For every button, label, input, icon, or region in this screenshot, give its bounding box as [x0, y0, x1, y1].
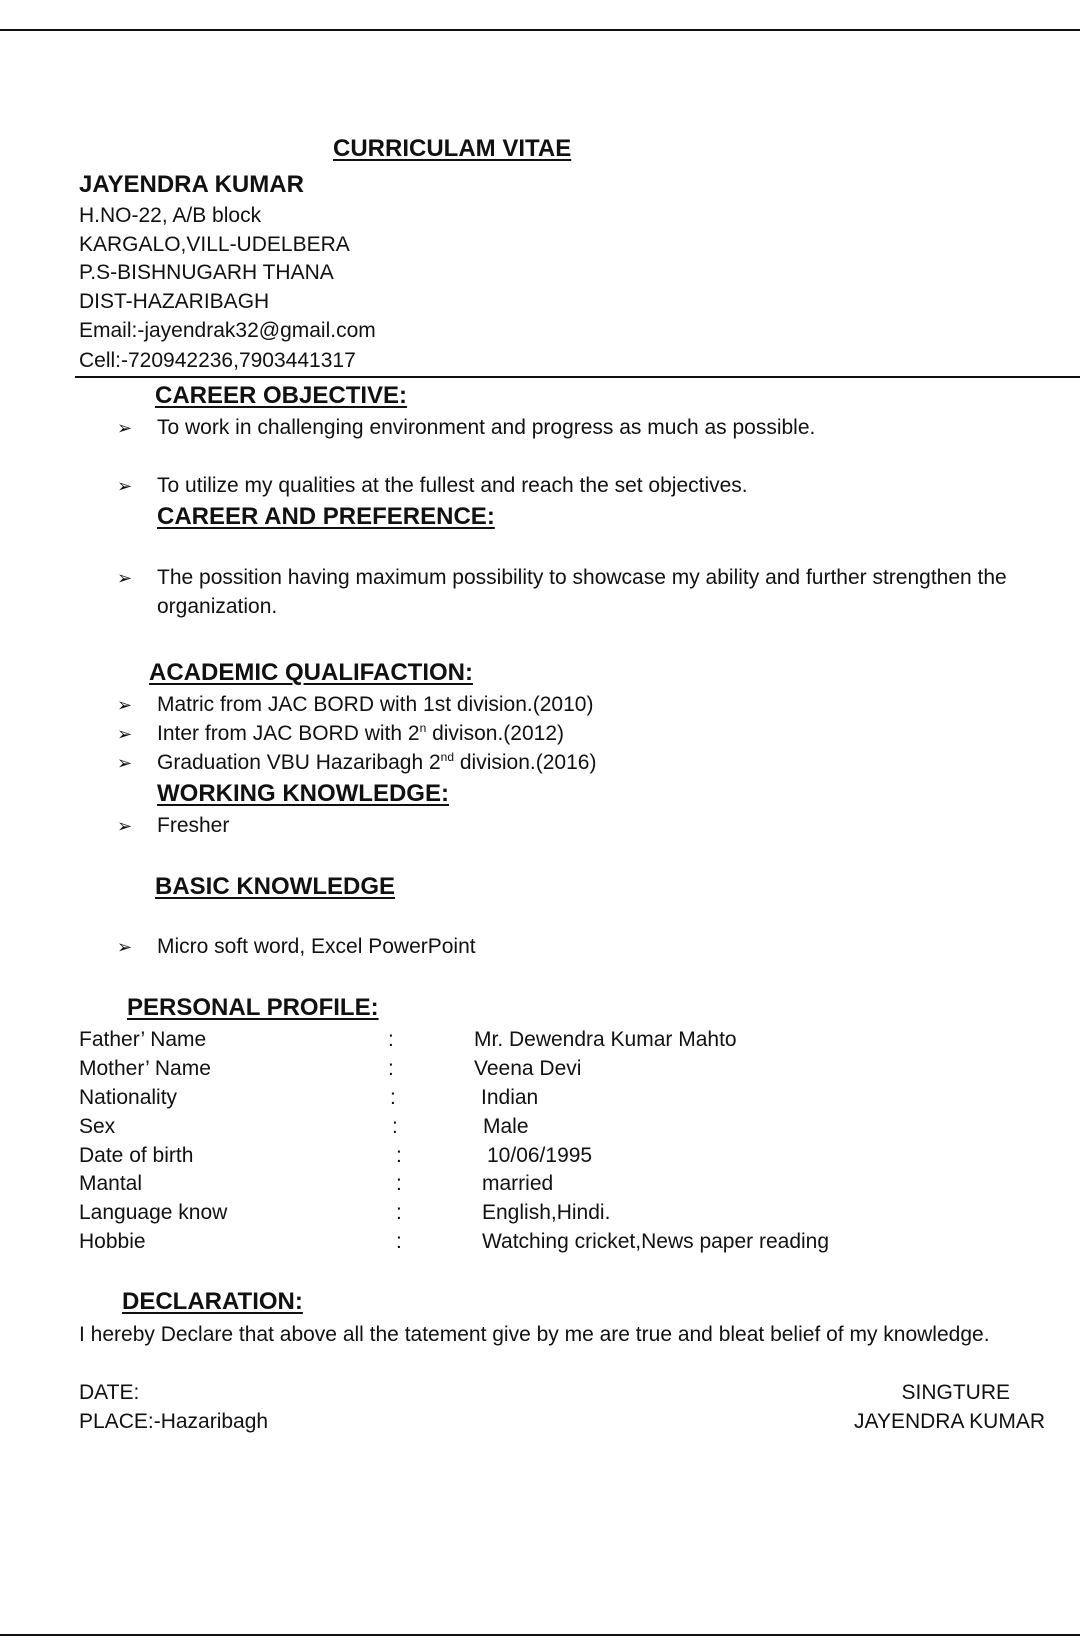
top-border-line	[0, 29, 1080, 31]
place-label: PLACE:-Hazaribagh	[79, 1410, 269, 1433]
address-line-2: KARGALO,VILL-UDELBERA	[79, 233, 350, 256]
basic-knowledge-item: Micro soft word, Excel PowerPoint	[157, 935, 476, 958]
declaration-heading: DECLARATION:	[122, 1288, 303, 1315]
bullet-arrow-icon: ➢	[117, 753, 133, 773]
bullet-arrow-icon: ➢	[117, 568, 133, 588]
profile-value: married	[482, 1172, 554, 1195]
profile-value: Veena Devi	[474, 1057, 582, 1080]
signature-label: SINGTURE	[901, 1381, 1010, 1404]
profile-separator: :	[396, 1201, 402, 1224]
profile-label: Father’ Name	[79, 1028, 207, 1051]
bottom-border-line	[0, 1634, 1080, 1636]
working-knowledge-item: Fresher	[157, 814, 230, 837]
bullet-arrow-icon: ➢	[117, 937, 133, 957]
profile-value: Male	[483, 1115, 529, 1138]
email-line: Email:-jayendrak32@gmail.com	[79, 319, 376, 342]
profile-value: 10/06/1995	[487, 1144, 593, 1167]
declaration-text: I hereby Declare that above all the tatement give by me are true and bleat belief of my knowledge.	[79, 1323, 990, 1346]
profile-value: Indian	[481, 1086, 539, 1109]
bullet-arrow-icon: ➢	[117, 724, 133, 744]
academic-heading: ACADEMIC QUALIFACTION:	[149, 659, 473, 686]
address-line-1: H.NO-22, A/B block	[79, 204, 262, 227]
address-line-3: P.S-BISHNUGARH THANA	[79, 261, 334, 284]
profile-separator: :	[396, 1230, 402, 1253]
profile-label: Mantal	[79, 1172, 143, 1195]
career-objective-item: To work in challenging environment and progress as much as possible.	[157, 416, 816, 439]
profile-separator: :	[390, 1086, 396, 1109]
profile-separator: :	[396, 1172, 402, 1195]
profile-separator: :	[388, 1057, 394, 1080]
career-objective-item: To utilize my qualities at the fullest and reach the set objectives.	[157, 474, 748, 497]
profile-label: Mother’ Name	[79, 1057, 211, 1080]
signature-name: JAYENDRA KUMAR	[854, 1410, 1045, 1433]
bullet-arrow-icon: ➢	[117, 476, 133, 496]
profile-value: Mr. Dewendra Kumar Mahto	[474, 1028, 737, 1051]
career-objective-heading: CAREER OBJECTIVE:	[155, 382, 408, 409]
profile-value: English,Hindi.	[482, 1201, 611, 1224]
document-title: CURRICULAM VITAE	[333, 135, 572, 162]
academic-item-inter: Inter from JAC BORD with 2$^n$ divison.(2012)	[157, 721, 564, 745]
working-knowledge-heading: WORKING KNOWLEDGE:	[157, 780, 449, 807]
cell-line: Cell:-720942236,7903441317	[79, 349, 356, 372]
profile-label: Language know	[79, 1201, 228, 1224]
academic-item-matric: Matric from JAC BORD with 1st division.(2010)	[157, 693, 594, 716]
academic-item-graduation: Graduation VBU Hazaribagh 2nd division.(2016)	[157, 750, 597, 774]
profile-separator: :	[388, 1028, 394, 1051]
applicant-name: JAYENDRA KUMAR	[79, 171, 304, 198]
personal-profile-heading: PERSONAL PROFILE:	[127, 994, 379, 1021]
profile-label: Sex	[79, 1115, 116, 1138]
profile-label: Date of birth	[79, 1144, 194, 1167]
bullet-arrow-icon: ➢	[117, 418, 133, 438]
profile-separator: :	[392, 1115, 398, 1138]
profile-label: Hobbie	[79, 1230, 146, 1253]
profile-label: Nationality	[79, 1086, 178, 1109]
basic-knowledge-heading: BASIC KNOWLEDGE	[155, 873, 395, 900]
date-label: DATE:	[79, 1381, 140, 1404]
career-preference-heading: CAREER AND PREFERENCE:	[157, 503, 495, 530]
bullet-arrow-icon: ➢	[117, 695, 133, 715]
profile-separator: :	[396, 1144, 402, 1167]
profile-value: Watching cricket,News paper reading	[482, 1230, 830, 1253]
address-line-4: DIST-HAZARIBAGH	[79, 290, 270, 313]
career-preference-line-2: organization.	[157, 595, 278, 618]
bullet-arrow-icon: ➢	[117, 816, 133, 836]
career-preference-line-1: The possition having maximum possibility to showcase my ability and further strengthen the	[157, 566, 1007, 589]
header-divider-line	[75, 376, 1080, 378]
